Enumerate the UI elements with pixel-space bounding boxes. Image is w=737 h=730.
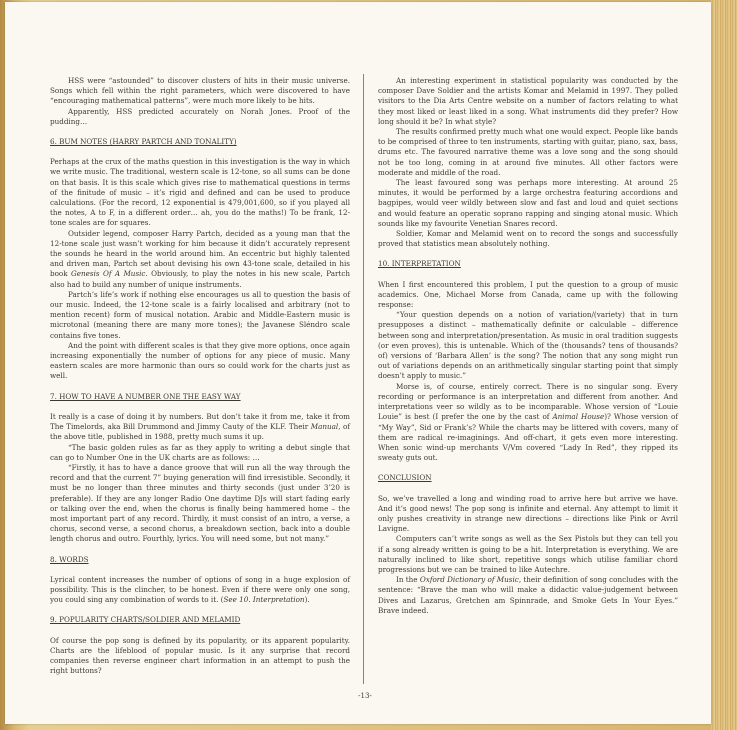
section-10-paragraph-1: When I first encountered this problem, I put the question to a group of music academics. One, Michael Morse from Canada, came up with the following response: xyxy=(378,279,678,310)
section-7-heading: 7. HOW TO HAVE A NUMBER ONE THE EASY WAY xyxy=(50,391,241,401)
book-title: Genesis Of A Music xyxy=(71,269,146,279)
intro-paragraph-1: HSS were “astounded” to discover clusters of hits in their music universe. Songs which fell within the right parameters, which were discovered to have “encouraging mathematical patterns”, were much more likely to be hits. xyxy=(50,76,350,106)
section-9-cont-paragraph-3: The least favoured song was perhaps more interesting. At around 25 minutes, it would be performed by a large orchestra featuring accordions and bagpipes, would veer wildly between slow and fast and loud and quiet sections and would feature an operatic soprano rapping and singing atonal music. Which sounds like my favourite Venetian Snares record. xyxy=(378,178,678,228)
left-column xyxy=(50,76,350,676)
section-6-paragraph-2: Outsider legend, composer Harry Partch, decided as a young man that the 12-tone scale just wasn’t working for him because it didn’t accurately represent the sounds he heard in the world around him. An eccentric but highly talented and driven man, Partch set about devising his own 43-tone scale, detailed in his book Genesis Of A Music. Obviously, to play the notes in his new scale, Partch also had to build any number of unique instruments. xyxy=(50,228,351,289)
section-7-paragraph-1: It really is a case of doing it by numbers. But don’t take it from me, take it from The Timelords, aka Bill Drummond and Jimmy Cauty of the KLF. Their Manual, of the above title, published in 1988, pretty much sums it up. xyxy=(50,411,350,442)
intro-paragraph-2: Apparently, HSS predicted accurately on Norah Jones. Proof of the pudding… xyxy=(50,106,350,126)
section-6-paragraph-1: Perhaps at the crux of the maths question in this investigation is the way in which we write music. The traditional, western scale is 12-tone, so all sums can be done on that basis. It is this scale which gives rise to mathematical questions in terms of the finitude of music – it’s rigid and defined and can be used to produce calculations. (For the record, 12 exponential is 479,001,600, so if you played all the notes, A to F, in a different order… ah, you do the maths!) To be frank, 12-tone scales are for squares. xyxy=(50,157,350,228)
conclusion-paragraph-3: In the Oxford Dictionary of Music, their definition of song concludes with the sentence: “Brave the man who will make a didactic value-judgement between Dives and Lazarus, Gretchen am Spinnrade, and Smoke Gets In Your Eyes.” Brave indeed. xyxy=(378,575,678,615)
section-8-heading: 8. WORDS xyxy=(50,554,89,564)
section-7-paragraph-3: “Firstly, it has to have a dance groove that will run all the way through the record and that the current 7” buying generation will find irresistible. Secondly, it must be no longer than three minutes and thirty seconds (just under 3’20 is preferable). If they are any longer Radio One daytime DJs will start fading early or talking over the end, when the chorus is finally being hammered home – the most important part of any record. Thirdly, it must consist of an intro, a verse, a chorus, second verse, a second chorus, a breakdown section, back into a double length chorus and outro. Fourthly, lyrics. You will need some, but not many.” xyxy=(50,462,350,544)
conclusion-heading: CONCLUSION xyxy=(378,473,432,483)
conclusion-paragraph-2: Computers can’t write songs as well as the Sex Pistols but they can tell you if a song already written is going to be a hit. Interpretation is everything. We are naturally inclined to like short, repetitive songs which utilise familiar chord progressions but we can be trained to like Autechre. xyxy=(378,534,678,574)
manual-title: Manual xyxy=(310,422,339,432)
section-9-cont-paragraph-4: Soldier, Komar and Melamid went on to record the songs and successfully proved that statistics mean absolutely nothing. xyxy=(378,229,678,249)
page-edges xyxy=(711,0,737,730)
column-divider xyxy=(363,74,364,684)
section-6-paragraph-4: And the point with different scales is that they give more options, once again increasing exponentially the number of options for any piece of music. Many eastern scales are more harmonic than ours so could work for the charts just as well. xyxy=(50,340,350,381)
section-10-paragraph-2: “Your question depends on a notion of variation/(variety) that in turn presupposes a distinct – mathematically definite or calculable – difference between song and interpretation/presentation. As music in oral tradition suggests (or even proves), this is untenable. Which of the (thousands? tens of thousands? of) versions of ‘Barbara Allen’ is the song? The notion that any song might run out of variations depends on an arithmetically singular starting point that simply doesn’t apply to music.” xyxy=(378,310,678,381)
section-9-cont-paragraph-1: An interesting experiment in statistical popularity was conducted by the composer Dave Soldier and the artists Komar and Melamid in 1997. They polled visitors to the Dia Arts Centre website on a number of factors relating to what they most liked or least liked in a song. What instruments did they prefer? How long should it be? In what style? xyxy=(378,76,678,126)
section-10-heading: 10. INTERPRETATION xyxy=(378,259,461,269)
section-9-paragraph-1: Of course the pop song is defined by its popularity, or its apparent popularity. Charts are the lifeblood of popular music. Is it any surprise that record companies then reverse engineer chart information in an attempt to push the right buttons? xyxy=(50,635,350,676)
conclusion-paragraph-1: So, we’ve travelled a long and winding road to arrive here but arrive we have. And it’s good news! The pop song is infinite and eternal. Any attempt to limit it only pushes creativity in strange new directions – directions like Pink or Avril Lavigne. xyxy=(378,493,678,534)
section-6-heading: 6. BUM NOTES (HARRY PARTCH AND TONALITY) xyxy=(50,137,237,147)
right-column xyxy=(378,76,678,616)
cross-reference: See 10. Interpretation xyxy=(223,595,305,605)
section-9-heading: 9. POPULARITY CHARTS/SOLDIER AND MELAMID xyxy=(50,615,241,625)
section-9-cont-paragraph-2: The results confirmed pretty much what one would expect. People like bands to be comprised of three to ten instruments, starting with guitar, piano, sax, bass, drums etc. The favoured narrative theme was a love song and the song should not be too long, coming in at around five minutes. All other factors were moderate and middle of the road. xyxy=(378,127,678,177)
section-8-paragraph-1: Lyrical content increases the number of options of song in a huge explosion of possibility. This is the clincher, to be honest. Even if there were only one song, you could sing any combination of words to it. (See 10. Interpretation). xyxy=(50,574,350,605)
page-number: -13- xyxy=(358,692,372,700)
section-6-paragraph-3: Partch’s life’s work if nothing else encourages us all to question the basis of our music. Indeed, the 12-tone scale is a fairly localised and arbitrary (not to mention recent) form of musical notation. Arabic and Middle-Eastern music is microtonal (meaning there are many more tones); the Javanese Sléndro scale contains five tones. xyxy=(50,289,350,340)
section-10-paragraph-3: Morse is, of course, entirely correct. There is no singular song. Every recording or performance is an interpretation and different from another. And interpretations veer so wildly as to be incomparable. Whose version of “Louie Louie” is best (I prefer the one by the cast of Animal House)? Whose version of “My Way”, Sid or Frank’s? While the charts may be littered with covers, many of them are radical re-imaginings. And off-chart, it gets even more interesting. When sonic wind-up merchants V/Vm covered “Lady In Red”, they ripped its sweaty guts out. xyxy=(378,381,678,463)
section-7-paragraph-2: “The basic golden rules as far as they apply to writing a debut single that can go to Number One in the UK charts are as follows: … xyxy=(50,442,350,462)
dictionary-title: Oxford Dictionary of Music xyxy=(419,575,519,585)
book-page xyxy=(5,2,711,724)
film-title: Animal House xyxy=(552,412,605,422)
